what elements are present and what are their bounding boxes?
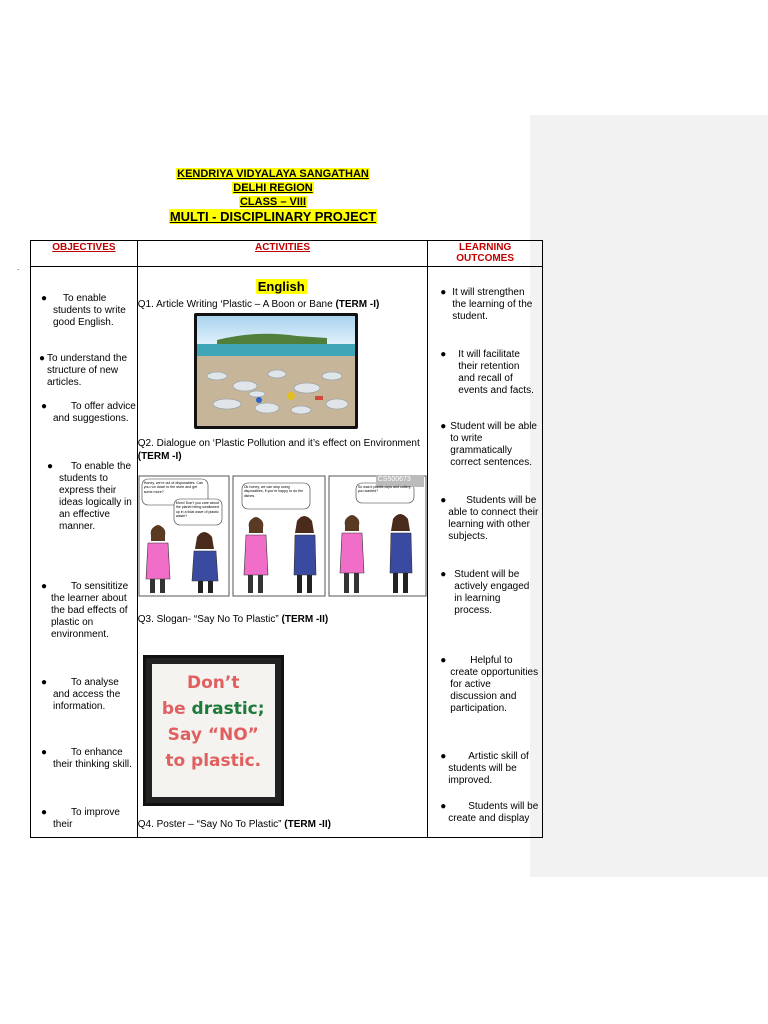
objective-item: ● To enable the students to express their ideas logically in an effective manner. xyxy=(47,461,132,532)
slogan-image xyxy=(143,655,284,806)
col-outcomes: LEARNING OUTCOMES xyxy=(428,241,543,267)
comic-bubble-3: Ok honey, we can stop using disposables, if you’re happy to do the dishes. xyxy=(243,485,304,498)
objective-item: ● To improve their xyxy=(41,807,120,830)
outcome-item: ● Students will be able to connect their learning with other subjects. xyxy=(440,495,539,542)
slogan-line-2a: be xyxy=(161,699,186,719)
objective-item: ● To sensititize the learner about the bad effects of plastic on environment. xyxy=(41,581,129,640)
project-table xyxy=(30,240,543,838)
subject-english: English xyxy=(257,279,305,294)
activity-q4: Q4. Poster – “Say No To Plastic” (TERM -II) xyxy=(137,819,331,830)
col-activities: ACTIVITIES xyxy=(137,241,428,267)
objective-item: ● To analyse and access the information. xyxy=(41,677,121,712)
outcome-item: ● Student will be actively engaged in learning process. xyxy=(440,569,530,616)
comic-bubble-2: Mom! Don’t you care about the planet being swallowed up in a tidal wave of plastic waste? xyxy=(175,501,219,519)
activity-q1: Q1. Article Writing ‘Plastic – A Boon or Bane (TERM -I) xyxy=(137,299,380,310)
comment-pane xyxy=(530,115,768,877)
outcome-item: ● Helpful to create opportunities for active discussion and participation. xyxy=(440,655,539,714)
comic-bubble-1: Honey, we’re out of disposables. Can you run down to the store and get some more? xyxy=(143,481,203,494)
slogan-line-4: to plastic. xyxy=(165,751,262,771)
header-line-3: CLASS – VIII xyxy=(239,196,307,208)
comic-bubble-4: So was it plastic cups and cutlery you wanted? xyxy=(357,485,411,494)
header-line-1: KENDRIYA VIDYALAYA SANGATHAN xyxy=(177,168,369,180)
objective-item: ● To understand the structure of new articles. xyxy=(39,353,128,388)
table-body-row xyxy=(31,267,543,838)
comment-pane-top xyxy=(530,0,768,115)
slogan-line-1: Don’t xyxy=(186,673,240,693)
activity-q2: Q2. Dialogue on ‘Plastic Pollution and it’s effect on Environment (TERM -I) xyxy=(137,438,420,462)
outcome-item: ● It will strengthen the learning of the student. xyxy=(440,287,533,322)
outcomes-cell xyxy=(428,267,543,838)
stray-mark: . xyxy=(17,263,20,272)
plastic-beach-photo xyxy=(194,313,358,429)
activity-q3: Q3. Slogan- “Say No To Plastic” (TERM -II) xyxy=(137,614,329,625)
outcome-item: ● Students will be create and display xyxy=(440,801,539,824)
outcome-item: ● Student will be able to write grammatically correct sentences. xyxy=(440,421,537,468)
outcome-item: ● Artistic skill of students will be improved. xyxy=(440,751,529,786)
objective-item: ● To offer advice and suggestions. xyxy=(41,401,136,424)
activities-cell xyxy=(137,267,428,838)
document-header xyxy=(0,167,546,225)
header-line-2: DELHI REGION xyxy=(233,182,313,194)
comic-strip xyxy=(138,475,428,597)
objective-item: ● To enhance their thinking skill. xyxy=(41,747,132,770)
comic-code: CS500673 xyxy=(377,476,411,483)
col-objectives: OBJECTIVES xyxy=(31,241,138,267)
outcome-item: ● It will facilitate their retention and recall of events and facts. xyxy=(440,349,534,396)
objectives-cell xyxy=(31,267,138,838)
header-line-4: MULTI - DISCIPLINARY PROJECT xyxy=(169,209,377,224)
slogan-line-2b: drastic; xyxy=(191,699,265,719)
slogan-line-3: Say “NO” xyxy=(167,725,259,745)
table-header-row xyxy=(31,241,543,267)
objective-item: ● To enable students to write good English. xyxy=(41,293,126,328)
